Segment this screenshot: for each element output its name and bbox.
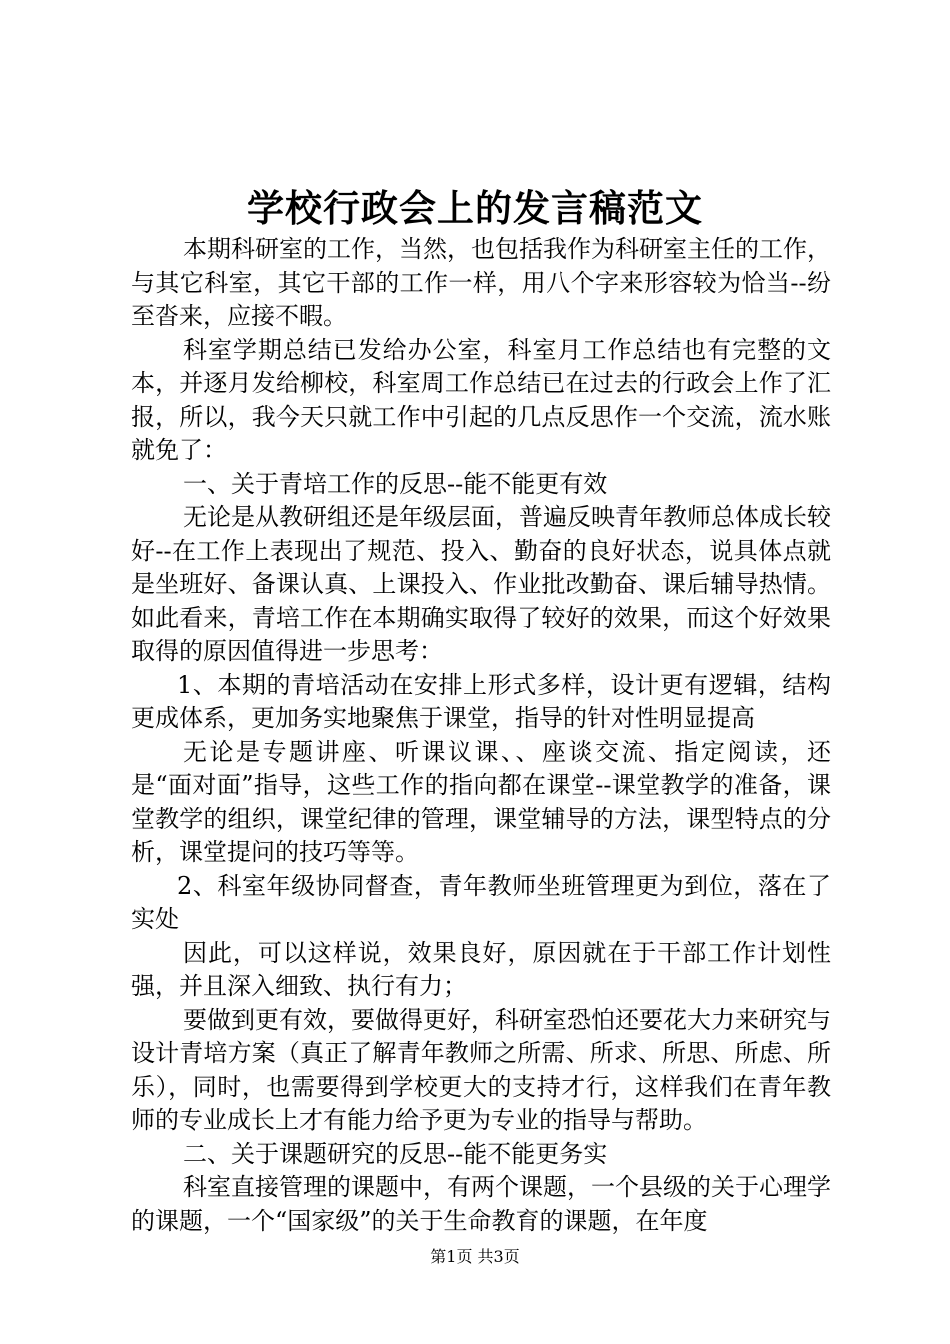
- document-title: 学校行政会上的发言稿范文: [247, 186, 703, 230]
- list-item-1: 1、本期的青培活动在安排上形式多样，设计更有逻辑，结构更成体系，更加务实地聚焦于课堂，指导的针对性明显提高: [131, 670, 831, 732]
- paragraph-6: 要做到更有效，要做得更好，科研室恐怕还要花大力来研究与设计青培方案（真正了解青年教师之所需、所求、所思、所虑、所乐），同时，也需要得到学校更大的支持才行，这样我们在青年教师的专业成长上才有能力给予更为专业的指导与帮助。: [131, 1005, 831, 1134]
- section-heading-2: 二、关于课题研究的反思--能不能更务实: [183, 1139, 608, 1168]
- paragraph-4: 无论是专题讲座、听课议课、、座谈交流、指定阅读，还是“面对面”指导，这些工作的指向都在课堂--课堂教学的准备，课堂教学的组织，课堂纪律的管理，课堂辅导的方法，课型特点的分析，课堂提问的技巧等等。: [131, 737, 831, 866]
- paragraph-5: 因此，可以这样说，效果良好，原因就在于干部工作计划性强，并且深入细致、执行有力；: [131, 938, 831, 1000]
- paragraph-1: 本期科研室的工作，当然，也包括我作为科研室主任的工作，与其它科室，其它干部的工作一样，用八个字来形容较为恰当--纷至沓来，应接不暇。: [131, 235, 831, 330]
- page-number-footer: 第1页 共3页: [430, 1247, 520, 1266]
- paragraph-2: 科室学期总结已发给办公室，科室月工作总结也有完整的文本，并逐月发给柳校，科室周工作总结已在过去的行政会上作了汇报，所以，我今天只就工作中引起的几点反思作一个交流，流水账就免了：: [131, 335, 831, 464]
- paragraph-7: 科室直接管理的课题中，有两个课题，一个县级的关于心理学的课题，一个“国家级”的关于生命教育的课题，在年度: [131, 1173, 831, 1235]
- paragraph-3: 无论是从教研组还是年级层面，普遍反映青年教师总体成长较好--在工作上表现出了规范、投入、勤奋的良好状态，说具体点就是坐班好、备课认真、上课投入、作业批改勤奋、课后辅导热情。如此看来，青培工作在本期确实取得了较好的效果，而这个好效果取得的原因值得进一步思考：: [131, 503, 831, 665]
- list-item-2: 2、科室年级协同督查，青年教师坐班管理更为到位，落在了实处: [131, 871, 831, 933]
- section-heading-1: 一、关于青培工作的反思--能不能更有效: [183, 469, 608, 498]
- document-body: [131, 233, 831, 1238]
